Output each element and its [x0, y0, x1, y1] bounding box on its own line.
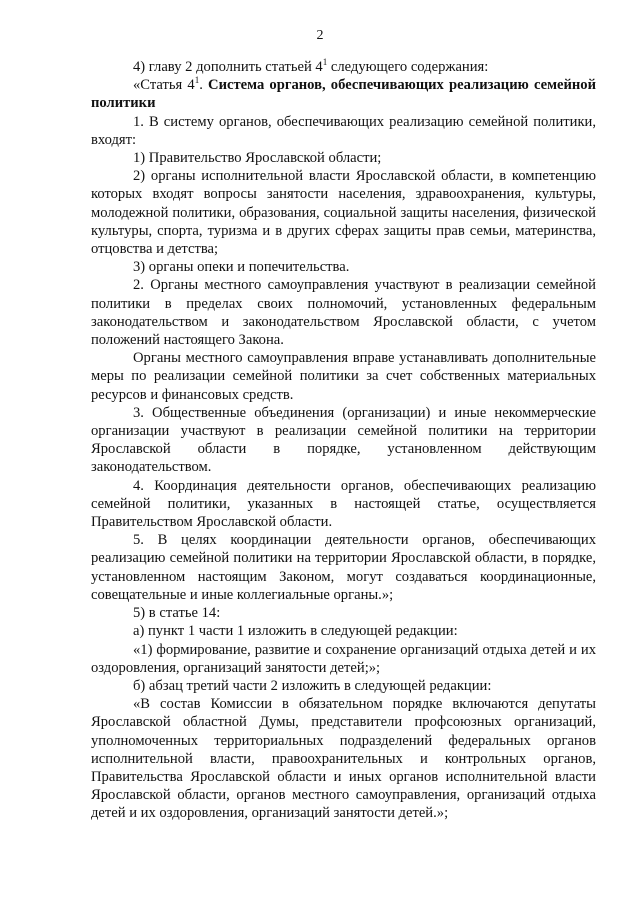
paragraph: «В состав Комиссии в обязательном порядке включаются депутаты Ярославской областной Думы, представители профсоюзных организаций, уполномоченных территориальных подразделений федеральных органов исполнительной власти, правоохранительных и контрольных органов, Правительства Ярославской области и иных органов исполнительной власти Ярославской области, органов местного самоуправления, организаций отдыха детей и их оздоровления, организаций занятости детей.»;: [91, 696, 596, 822]
article-title: Система органов, обеспечивающих реализацию семейной политики: [91, 77, 597, 112]
paragraph: 2. Органы местного самоуправления участвуют в реализации семейной политики в пределах своих полномочий, установленных федеральным законодательством и законодательством Ярославской области, с учетом положений настоящего Закона.: [91, 277, 596, 349]
paragraph: «1) формирование, развитие и сохранение организаций отдыха детей и их оздоровления, организаций занятости детей;»;: [91, 641, 596, 676]
document-body: [91, 58, 596, 823]
paragraph: б) абзац третий части 2 изложить в следующей редакции:: [133, 677, 492, 694]
paragraph: 5. В целях координации деятельности органов, обеспечивающих реализацию семейной политики на территории Ярославской области, в порядке, установленном настоящим Законом, могут создаваться координационные, совещательные и иные коллегиальные органы.»;: [91, 532, 596, 603]
paragraph: а) пункт 1 части 1 изложить в следующей редакции:: [133, 623, 458, 640]
paragraph: 3. Общественные объединения (организации) и иные некоммерческие организации участвуют в реализации семейной политики на территории Ярославской области в порядке, установленном действующим законодательством.: [91, 404, 596, 476]
article-number: «Статья 4: [133, 77, 195, 94]
page-number: 2: [316, 28, 324, 43]
article-number-tail: .: [199, 77, 209, 94]
paragraph: 2) органы исполнительной власти Ярославской области, в компетенцию которых входят вопросы занятости населения, здравоохранения, культуры, молодежной политики, образования, социальной защиты населения, физической культуры, спорта, туризма и в других сферах защиты прав семьи, материнства, отцовства и детства;: [91, 168, 596, 258]
superscript: 1: [322, 57, 328, 67]
paragraph: Органы местного самоуправления вправе устанавливать дополнительные меры по реализации семейной политики за счет собственных материальных ресурсов и финансовых средств.: [91, 350, 596, 403]
paragraph-text-tail: следующего содержания:: [327, 59, 489, 75]
paragraph: 4. Координация деятельности органов, обеспечивающих реализацию семейной политики, указанных в настоящей статье, осуществляется Правительством Ярославской области.: [91, 477, 596, 531]
paragraph: 3) органы опеки и попечительства.: [133, 259, 350, 276]
paragraph: 1. В систему органов, обеспечивающих реализацию семейной политики, входят:: [91, 113, 596, 148]
paragraph-text: 4) главу 2 дополнить статьей 4: [133, 59, 323, 75]
paragraph: 1) Правительство Ярославской области;: [133, 150, 382, 167]
superscript: 1: [194, 75, 200, 86]
article-heading: [91, 76, 596, 112]
paragraph: 5) в статье 14:: [133, 605, 221, 622]
paragraph-amend-chapter-2: [91, 58, 596, 76]
